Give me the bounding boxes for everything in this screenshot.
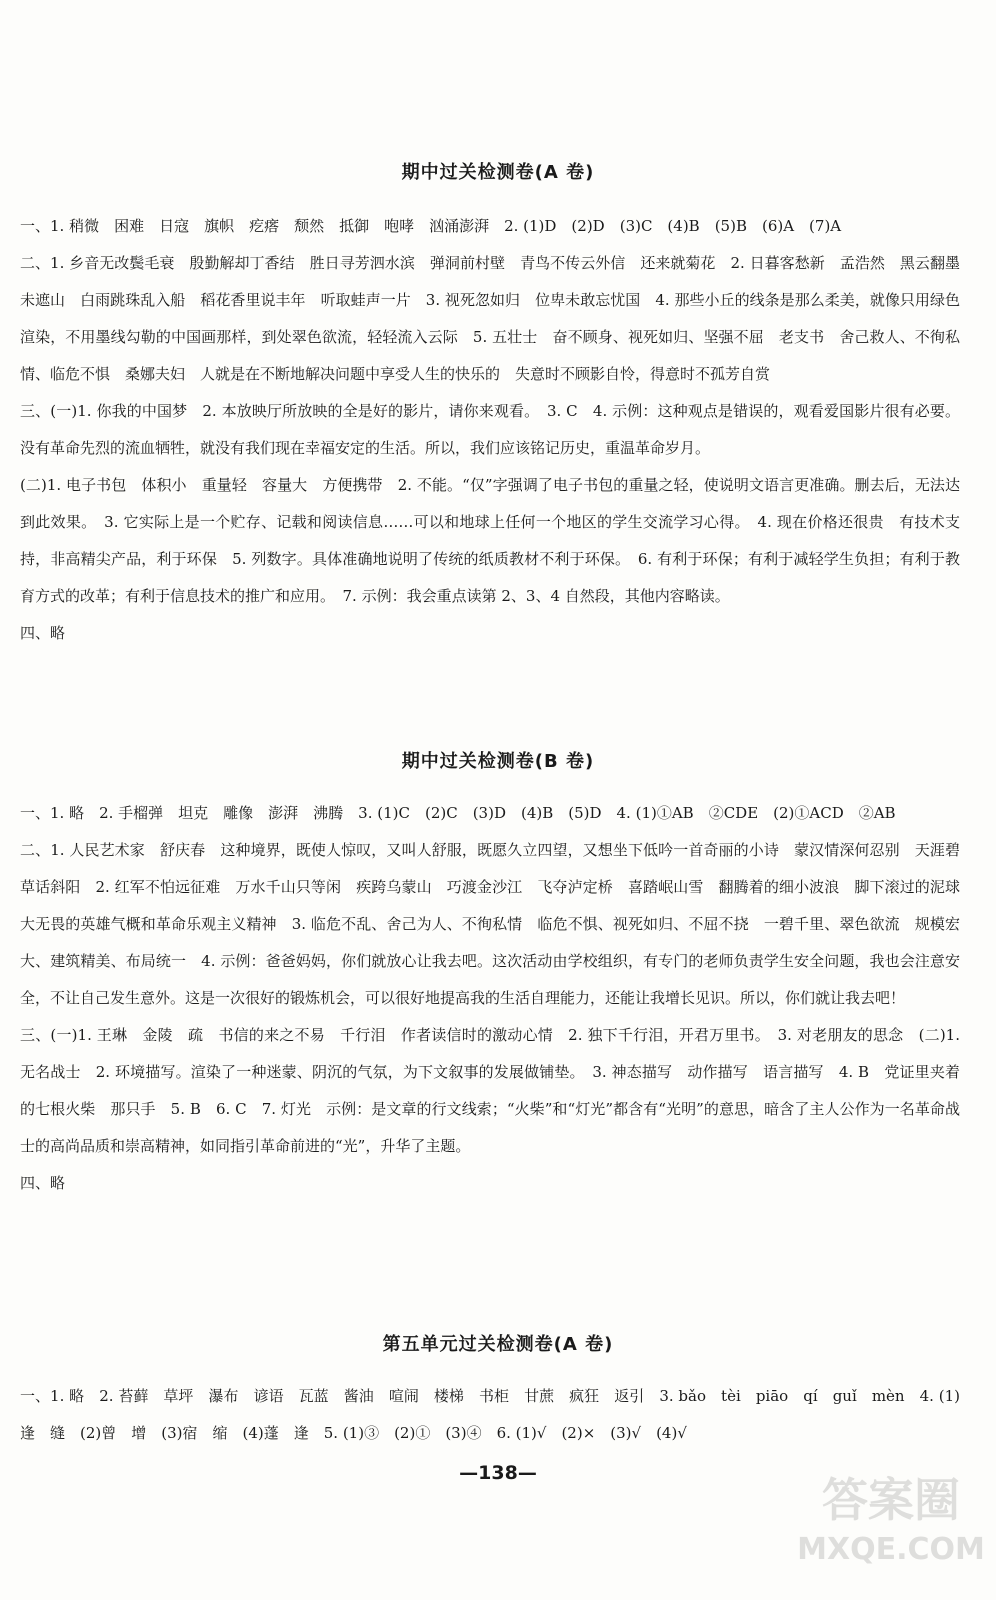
- watermark-text: 答案圈: [822, 1473, 960, 1527]
- watermark-url: MXQE.COM: [797, 1532, 985, 1567]
- answer-part-3: 三、(一)1. 王琳 金陵 疏 书信的来之不易 千行泪 作者读信时的激动心情 2. 独下千行泪，开君万里书。 3. 对老朋友的思念 (二)1. 无名战士 2. 环境描写。渲染了一种迷蒙、阴沉的气氛，为下文叙事的发展做铺垫。 3. 神态描写 动作描写 语言描写 4. B 党证里夹着的七根火柴 那只手 5. B 6. C 7. 灯光 示例：是文章的行文线索；“火柴”和“灯光”都含有“光明”的意思，暗含了主人公作为一名革命战士的高尚品质和崇高精神，如同指引革命前进的“光”，升华了主题。: [20, 1026, 960, 1155]
- answer-part-2: 二、1. 乡音无改鬓毛衰 殷勤解却丁香结 胜日寻芳泗水滨 弹洞前村壁 青鸟不传云外信 还来就菊花 2. 日暮客愁新 孟浩然 黑云翻墨未遮山 白雨跳珠乱入船 稻花香里说丰年 听取蛙声一片 3. 视死忽如归 位卑未敢忘忧国 4. 那些小丘的线条是那么柔美，就像只用绿色渲染，不用墨线勾勒的中国画那样，到处翠色欲流，轻轻流入云际 5. 五壮士 奋不顾身、视死如归、坚强不屈 老支书 舍己救人、不徇私情、临危不惧 桑娜夫妇 人就是在不断地解决问题中享受人生的快乐的 失意时不顾影自怜，得意时不孤芳自赏: [20, 254, 960, 383]
- section-body-midterm-a: [20, 208, 960, 652]
- section-title-midterm-a: 期中过关检测卷(A 卷): [401, 162, 595, 183]
- answer-part-2: 二、1. 人民艺术家 舒庆春 这种境界，既使人惊叹，又叫人舒服，既愿久立四望，又想坐下低吟一首奇丽的小诗 蒙汉情深何忍别 天涯碧草话斜阳 2. 红军不怕远征难 万水千山只等闲 疾跨乌蒙山 巧渡金沙江 飞夺泸定桥 喜踏岷山雪 翻腾着的细小波浪 脚下滚过的泥球 大无畏的英雄气概和革命乐观主义精神 3. 临危不乱、舍己为人、不徇私情 临危不惧、视死如归、不屈不挠 一碧千里、翠色欲流 规模宏大、建筑精美、布局统一 4. 示例：爸爸妈妈，你们就放心让我去吧。这次活动由学校组织，有专门的老师负责学生安全问题，我也会注意安全，不让自己发生意外。这是一次很好的锻炼机会，可以很好地提高我的生活自理能力，还能让我增长见识。所以，你们就让我去吧！: [20, 841, 976, 1007]
- section-title-unit5-a: 第五单元过关检测卷(A 卷): [382, 1334, 614, 1355]
- section-body-unit5-a: [20, 1378, 960, 1452]
- page-number: —138—: [459, 1462, 537, 1484]
- answer-part-1: 一、1. 稍微 困难 日寇 旗帜 疙瘩 颓然 抵御 咆哮 汹涌澎湃 2. (1)D (2)D (3)C (4)B (5)B (6)A (7)A: [20, 217, 842, 235]
- answer-part-4: 四、略: [20, 624, 66, 642]
- section-title-midterm-b: 期中过关检测卷(B 卷): [401, 751, 595, 772]
- answer-part-1: 一、1. 略 2. 手榴弹 坦克 雕像 澎湃 沸腾 3. (1)C (2)C (3)D (4)B (5)D 4. (1)①AB ②CDE (2)①ACD ②AB: [20, 804, 896, 822]
- section-body-midterm-b: [20, 795, 976, 1202]
- answer-part-3-2: (二)1. 电子书包 体积小 重量轻 容量大 方便携带 2. 不能。“仅”字强调了电子书包的重量之轻，使说明文语言更准确。删去后，无法达到此效果。 3. 它实际上是一个贮存、记载和阅读信息……可以和地球上任何一个地区的学生交流学习心得。 4. 现在价格还很贵 有技术支持，非高精尖产品，利于环保 5. 列数字。具体准确地说明了传统的纸质教材不利于环保。 6. 有利于环保；有利于减轻学生负担；有利于教育方式的改革；有利于信息技术的推广和应用。 7. 示例：我会重点读第 2、3、4 自然段，其他内容略读。: [20, 476, 960, 605]
- answer-part-1: 一、1. 略 2. 苔藓 草坪 瀑布 谚语 瓦蓝 酱油 喧闹 楼梯 书柜 甘蔗 疯狂 返引 3. bǎo tèi piāo qí guǐ mèn 4. (1)逢 缝 (2)曾 增 (3)宿 缩 (4)蓬 逢 5. (1)③ (2)① (3)④ 6. (1)√ (2)× (3)√ (4)√: [20, 1387, 960, 1442]
- answer-part-4: 四、略: [20, 1174, 66, 1192]
- answer-part-3: 三、(一)1. 你我的中国梦 2. 本放映厅所放映的全是好的影片，请你来观看。 3. C 4. 示例：这种观点是错误的，观看爱国影片很有必要。没有革命先烈的流血牺牲，就没有我们现在幸福安定的生活。所以，我们应该铭记历史，重温革命岁月。: [20, 402, 960, 457]
- answer-page: [20, 0, 976, 1600]
- watermark-logo: [796, 1470, 986, 1590]
